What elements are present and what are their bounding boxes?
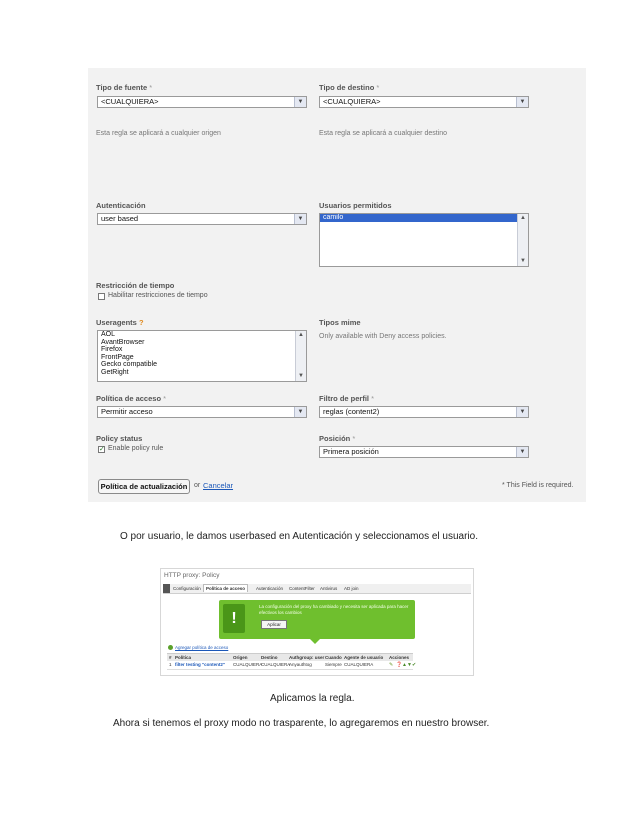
move-up-icon[interactable]: ▲	[402, 662, 407, 668]
table-cell: Anyauthtog	[289, 662, 312, 667]
allowed-user-option[interactable]: camilo	[320, 214, 517, 222]
cancel-link[interactable]: Cancelar	[203, 481, 234, 490]
destination-type-select[interactable]	[319, 96, 529, 108]
useragents-listbox[interactable]	[97, 330, 307, 382]
allowed-users-scrollbar[interactable]	[517, 214, 528, 266]
source-type-help: Esta regla se aplicará a cualquier origen	[96, 130, 221, 137]
authentication-select[interactable]	[97, 213, 307, 225]
useragent-option[interactable]: FrontPage	[101, 353, 134, 361]
tab-antivirus[interactable]: Antivirus	[320, 586, 338, 591]
column-header: Política	[175, 655, 192, 660]
scroll-down-icon[interactable]: ▼	[520, 258, 526, 264]
required-field-note: * This Field is required.	[502, 482, 574, 489]
time-restriction-label: Restricción de tiempo	[96, 281, 175, 290]
profile-filter-select[interactable]	[319, 406, 529, 418]
scroll-down-icon[interactable]: ▼	[298, 373, 304, 379]
access-policy-value: Permitir acceso	[101, 407, 153, 416]
edit-icon[interactable]: ✎	[389, 662, 394, 668]
help-icon: ?	[138, 318, 144, 327]
source-type-value: <CUALQUIERA>	[101, 97, 159, 106]
policy-status-checkbox-label: Enable policy rule	[108, 445, 164, 452]
source-type-label: Tipo de fuente *	[96, 83, 153, 92]
chevron-down-icon[interactable]: ▼	[516, 447, 528, 457]
allowed-users-listbox[interactable]	[319, 213, 529, 267]
table-cell[interactable]: filter testing "content2"	[175, 662, 226, 667]
time-restriction-checkbox[interactable]	[98, 293, 105, 300]
policy-form-screenshot	[88, 68, 586, 502]
tabs-bar	[163, 584, 471, 594]
column-header: Cuando	[325, 655, 342, 660]
policy-status-checkbox[interactable]: ✓	[99, 446, 105, 453]
profile-filter-label: Filtro de perfil *	[319, 394, 375, 403]
config-changed-notice	[219, 600, 415, 639]
update-policy-button[interactable]: Política de actualización	[98, 479, 190, 494]
warning-icon: !	[223, 604, 245, 633]
table-cell: CUALQUIERA	[233, 662, 263, 667]
mime-types-help: Only available with Deny access policies.	[319, 333, 447, 340]
useragent-option[interactable]: AvantBrowser	[101, 338, 145, 346]
allowed-users-label: Usuarios permitidos	[319, 201, 392, 210]
profile-filter-value: reglas (content2)	[323, 407, 380, 416]
priority-icon[interactable]: ❓	[396, 662, 403, 668]
destination-type-label: Tipo de destino *	[319, 83, 380, 92]
column-header: Origen	[233, 655, 248, 660]
table-cell: 1	[169, 662, 172, 667]
tab-politica-acceso[interactable]: Política de acceso	[203, 584, 248, 592]
access-policy-select[interactable]	[97, 406, 307, 418]
tab-configuracion[interactable]: Configuración	[173, 586, 201, 591]
useragent-option[interactable]: AOL	[101, 331, 116, 338]
useragent-option[interactable]: Gecko compatible	[101, 361, 158, 369]
column-header: #	[169, 655, 172, 660]
source-type-select[interactable]	[97, 96, 307, 108]
position-label: Posición *	[319, 434, 356, 443]
scroll-up-icon[interactable]: ▲	[298, 332, 304, 338]
access-policy-label: Política de acceso *	[96, 394, 167, 403]
caption-user-auth: O por usuario, le damos userbased en Autenticación y seleccionamos el usuario.	[120, 531, 478, 542]
proxy-policy-screenshot	[160, 568, 474, 676]
table-cell: CUALQUIERA	[261, 662, 291, 667]
delete-icon[interactable]: ✔	[412, 662, 417, 668]
authentication-label: Autenticación	[96, 201, 146, 210]
move-down-icon[interactable]: ▼	[407, 662, 412, 668]
caption-browser-proxy: Ahora si tenemos el proxy modo no trasparente, lo agregaremos en nuestro browser.	[113, 718, 490, 729]
position-select[interactable]	[319, 446, 529, 458]
notice-pointer	[310, 639, 320, 644]
caption-apply-rule: Aplicamos la regla.	[270, 693, 355, 704]
tab-contentfilter[interactable]: ContentFilter	[289, 586, 315, 591]
scroll-up-icon[interactable]: ▲	[520, 215, 526, 221]
tab-ad-join[interactable]: AD join	[344, 586, 359, 591]
destination-type-value: <CUALQUIERA>	[323, 97, 381, 106]
useragents-label: Useragents ?	[96, 318, 144, 327]
useragent-option[interactable]: GetRight	[101, 368, 129, 376]
table-row[interactable]	[167, 661, 417, 670]
add-icon[interactable]	[168, 645, 173, 650]
policy-table-header	[167, 653, 413, 661]
column-header: Agente de usuario	[344, 655, 384, 660]
authentication-value: user based	[101, 214, 139, 223]
table-cell: Siempre	[325, 662, 342, 667]
chevron-down-icon[interactable]: ▼	[516, 407, 528, 417]
time-restriction-checkbox-label: Habilitar restricciones de tiempo	[108, 292, 208, 299]
chevron-down-icon[interactable]: ▼	[294, 214, 306, 224]
apply-button[interactable]: Aplicar	[261, 620, 287, 629]
notice-text: La configuración del proxy ha cambiado y necesita ser aplicada para hacer efectivos los cambios	[259, 604, 409, 615]
destination-type-help: Esta regla se aplicará a cualquier destino	[319, 130, 448, 137]
column-header: Acciones	[389, 655, 410, 660]
or-text: or	[194, 482, 201, 489]
policy-status-label: Policy status	[96, 434, 143, 443]
column-header: Destino	[261, 655, 278, 660]
position-value: Primera posición	[323, 447, 379, 456]
add-policy-link[interactable]: Agregar política de acceso	[175, 645, 229, 650]
mime-types-label: Tipos mime	[319, 318, 361, 327]
useragents-scrollbar[interactable]	[295, 331, 306, 381]
page-title: HTTP proxy: Policy	[164, 572, 220, 579]
tab-autenticacion[interactable]: Autenticación	[256, 586, 284, 591]
column-header: Authgroup: user	[289, 655, 325, 660]
back-icon[interactable]	[163, 584, 170, 593]
chevron-down-icon[interactable]: ▼	[294, 97, 306, 107]
useragent-option[interactable]: Firefox	[101, 346, 123, 354]
chevron-down-icon[interactable]: ▼	[516, 97, 528, 107]
chevron-down-icon[interactable]: ▼	[294, 407, 306, 417]
table-cell: CUALQUIERA	[344, 662, 374, 667]
